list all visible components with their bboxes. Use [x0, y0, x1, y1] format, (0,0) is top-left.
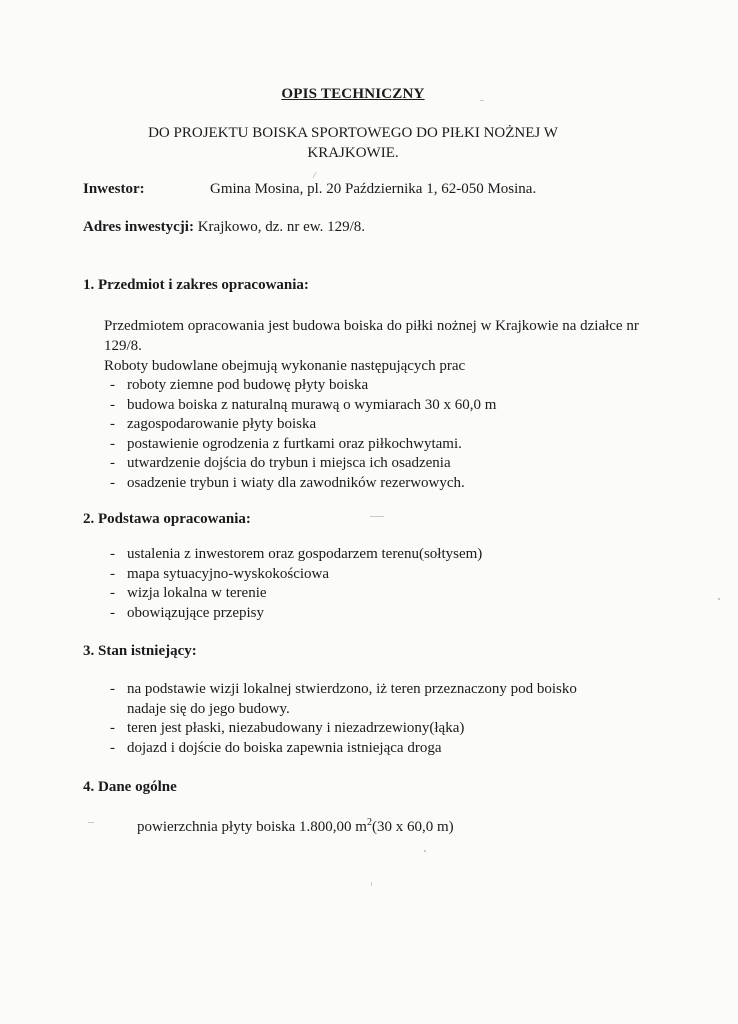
scan-speck: [424, 850, 426, 852]
scan-speck: [371, 882, 372, 886]
section-1-heading: 1. Przedmiot i zakres opracowania:: [83, 277, 309, 293]
scan-speck: [480, 100, 484, 101]
scan-speck: [370, 516, 384, 517]
document-subtitle: DO PROJEKTU BOISKA SPORTOWEGO DO PIŁKI NOŻNEJ W KRAJKOWIE.: [148, 125, 558, 161]
list-item: - dojazd i dojście do boiska zapewnia istniejąca droga: [110, 739, 600, 759]
list-item: - wizja lokalna w terenie: [110, 584, 630, 604]
investor-value: Gmina Mosina, pl. 20 Października 1, 62-050 Mosina.: [210, 181, 537, 197]
section-2-list: [110, 545, 630, 623]
scan-speck: [88, 822, 94, 823]
list-item: - osadzenie trybun i wiaty dla zawodników rezerwowych.: [110, 474, 630, 494]
section-1-intro: Przedmiotem opracowania jest budowa boiska do piłki nożnej w Krajkowie na działce nr 129/8.: [104, 318, 639, 354]
list-item: - ustalenia z inwestorem oraz gospodarzem terenu(sołtysem): [110, 545, 630, 565]
section-3-list: [110, 680, 600, 758]
area-text: powierzchnia płyty boiska 1.800,00 m: [137, 819, 367, 835]
list-item: - obowiązujące przepisy: [110, 604, 630, 624]
area-dimensions: (30 x 60,0 m): [371, 819, 454, 835]
list-item: - roboty ziemne pod budowę płyty boiska: [110, 376, 630, 396]
section-1-list: [110, 376, 630, 493]
document-title: OPIS TECHNICZNY: [281, 86, 425, 102]
list-item: - budowa boiska z naturalną murawą o wymiarach 30 x 60,0 m: [110, 396, 630, 416]
address-row: [83, 219, 365, 236]
list-item: - postawienie ogrodzenia z furtkami oraz piłkochwytami.: [110, 435, 630, 455]
list-item: - na podstawie wizji lokalnej stwierdzono, iż teren przeznaczony pod boisko nadaje się do jego budowy.: [110, 680, 600, 719]
address-value: Krajkowo, dz. nr ew. 129/8.: [197, 219, 366, 235]
section-4-heading: 4. Dane ogólne: [83, 779, 177, 795]
section-3-heading: 3. Stan istniejący:: [83, 643, 197, 659]
area-superscript: 2: [366, 817, 372, 828]
section-1-intro-2: Roboty budowlane obejmują wykonanie następujących prac: [104, 358, 466, 374]
section-2-heading: 2. Podstawa opracowania:: [83, 511, 251, 527]
scan-speck: [718, 598, 720, 600]
list-item: - teren jest płaski, niezabudowany i niezadrzewiony(łąka): [110, 719, 600, 739]
investor-label: Inwestor:: [83, 181, 145, 197]
area-line: [137, 817, 454, 836]
scan-speck: [313, 172, 317, 178]
list-item: - utwardzenie dojścia do trybun i miejsca ich osadzenia: [110, 454, 630, 474]
address-label: Adres inwestycji:: [83, 219, 194, 235]
list-item: - zagospodarowanie płyty boiska: [110, 415, 630, 435]
list-item: - mapa sytuacyjno-wyskokościowa: [110, 565, 630, 585]
